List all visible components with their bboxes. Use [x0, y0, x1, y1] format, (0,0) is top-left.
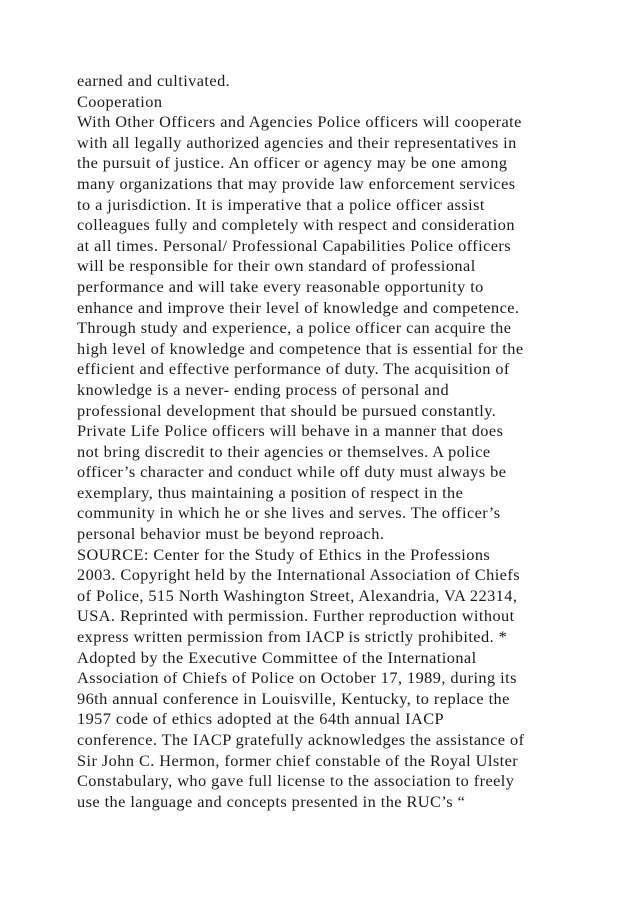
document-line: Constabulary, who gave full license to the association to freely [77, 771, 515, 791]
document-line: colleagues fully and completely with respect and consideration [77, 215, 515, 235]
document-line: not bring discredit to their agencies or themselves. A police [77, 441, 491, 461]
document-line: earned and cultivated. [77, 71, 231, 90]
document-line: Adopted by the Executive Committee of the International [77, 647, 477, 667]
document-line: professional development that should be pursued constantly. [77, 400, 497, 420]
document-line: to a jurisdiction. It is imperative that a police officer assist [77, 194, 485, 214]
document-line: at all times. Personal/ Professional Capabilities Police officers [77, 235, 512, 255]
document-line: enhance and improve their level of knowledge and competence. [77, 297, 520, 317]
document-line: many organizations that may provide law enforcement services [77, 173, 516, 193]
document-line: SOURCE: Center for the Study of Ethics in the Professions [77, 544, 491, 564]
document-line: Sir John C. Hermon, former chief constable of the Royal Ulster [77, 750, 519, 770]
document-line: USA. Reprinted with permission. Further reproduction without [77, 606, 515, 626]
document-line: high level of knowledge and competence that is essential for the [77, 338, 524, 358]
document-line: express written permission from IACP is strictly prohibited. * [77, 627, 508, 647]
document-line: efficient and effective performance of duty. The acquisition of [77, 359, 510, 379]
document-line: of Police, 515 North Washington Street, Alexandria, VA 22314, [77, 585, 518, 605]
document-line: with all legally authorized agencies and their representatives in [77, 132, 517, 152]
document-line: exemplary, thus maintaining a position of respect in the [77, 482, 464, 502]
document-line: Through study and experience, a police officer can acquire the [77, 318, 512, 338]
document-line: knowledge is a never- ending process of personal and [77, 379, 450, 399]
document-line: the pursuit of justice. An officer or agency may be one among [77, 153, 508, 173]
document-body [77, 71, 577, 812]
document-line: community in which he or she lives and serves. The officer’s [77, 503, 501, 523]
document-line: performance and will take every reasonable opportunity to [77, 276, 484, 296]
document-line: use the language and concepts presented in the RUC’s “ [77, 791, 466, 811]
document-line: 2003. Copyright held by the International Association of Chiefs [77, 565, 521, 585]
document-line: officer’s character and conduct while off duty must always be [77, 462, 507, 482]
document-line: 1957 code of ethics adopted at the 64th annual IACP [77, 709, 445, 729]
document-line: conference. The IACP gratefully acknowledges the assistance of [77, 730, 525, 749]
document-line: Association of Chiefs of Police on October 17, 1989, during its [77, 668, 517, 688]
document-line: Private Life Police officers will behave in a manner that does [77, 421, 504, 441]
document-line: Cooperation [77, 91, 163, 111]
document-line: 96th annual conference in Louisville, Kentucky, to replace the [77, 688, 510, 708]
document-line: With Other Officers and Agencies Police officers will cooperate [77, 112, 522, 132]
document-line: personal behavior must be beyond reproach. [77, 524, 385, 544]
document-line: will be responsible for their own standard of professional [77, 256, 476, 276]
